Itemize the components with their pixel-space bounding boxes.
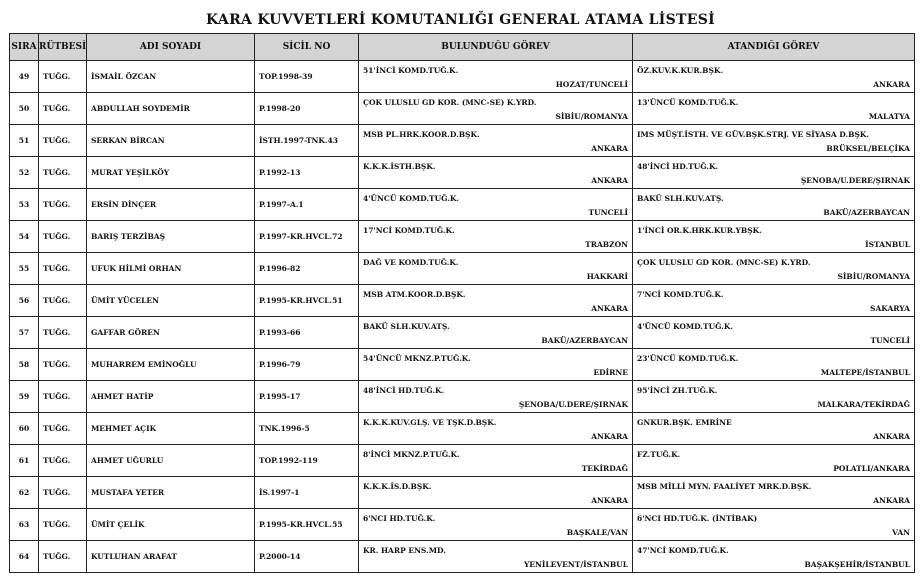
bulundugu-gorev-unit: MSB PL.HRK.KOOR.D.BŞK. <box>363 130 480 139</box>
atandigi-gorev-location: MALKARA/TEKİRDAĞ <box>817 400 910 409</box>
cell-bulundugu-gorev <box>359 221 633 253</box>
cell-atandigi-gorev <box>633 509 915 541</box>
cell-bulundugu-gorev <box>359 189 633 221</box>
cell-bulundugu-gorev <box>359 253 633 285</box>
cell-atandigi-gorev <box>633 253 915 285</box>
cell-atandigi-gorev <box>633 381 915 413</box>
bulundugu-gorev-location: YENİLEVENT/İSTANBUL <box>523 560 628 569</box>
cell-adi-soyadi: ERSİN DİNÇER <box>87 189 255 221</box>
bulundugu-gorev-location: ANKARA <box>591 176 628 185</box>
cell-sira: 49 <box>10 61 39 93</box>
table-row <box>10 349 915 381</box>
cell-sicil-no: P.1992-13 <box>255 157 359 189</box>
table-row <box>10 61 915 93</box>
cell-sira: 60 <box>10 413 39 445</box>
bulundugu-gorev-wrap <box>363 317 628 348</box>
atandigi-gorev-wrap <box>637 381 910 412</box>
bulundugu-gorev-wrap <box>363 477 628 508</box>
bulundugu-gorev-location: TRABZON <box>585 240 628 249</box>
cell-sira: 52 <box>10 157 39 189</box>
cell-adi-soyadi: ABDULLAH SOYDEMİR <box>87 93 255 125</box>
cell-sicil-no: P.2000-14 <box>255 541 359 573</box>
cell-adi-soyadi: BARIŞ TERZİBAŞ <box>87 221 255 253</box>
cell-bulundugu-gorev <box>359 477 633 509</box>
cell-sicil-no: P.1995-KR.HVCL.51 <box>255 285 359 317</box>
cell-sira: 50 <box>10 93 39 125</box>
cell-sicil-no: İSTH.1997-TNK.43 <box>255 125 359 157</box>
bulundugu-gorev-unit: 51'İNCİ KOMD.TUĞ.K. <box>363 66 459 75</box>
atandigi-gorev-location: BRÜKSEL/BELÇİKA <box>826 144 910 153</box>
atandigi-gorev-location: BAŞAKŞEHİR/İSTANBUL <box>804 560 910 569</box>
bulundugu-gorev-location: BAKÜ/AZERBAYCAN <box>541 336 628 345</box>
atandigi-gorev-wrap <box>637 221 910 252</box>
cell-rutbe: TUĞG. <box>39 317 87 349</box>
cell-sira: 57 <box>10 317 39 349</box>
bulundugu-gorev-unit: 4'ÜNCÜ KOMD.TUĞ.K. <box>363 194 460 203</box>
bulundugu-gorev-unit: 17'NCİ KOMD.TUĞ.K. <box>363 226 455 235</box>
atandigi-gorev-location: MALTEPE/İSTANBUL <box>820 368 910 377</box>
atandigi-gorev-wrap <box>637 477 910 508</box>
cell-bulundugu-gorev <box>359 541 633 573</box>
cell-adi-soyadi: AHMET UĞURLU <box>87 445 255 477</box>
cell-sicil-no: TOP.1998-39 <box>255 61 359 93</box>
cell-sira: 53 <box>10 189 39 221</box>
header-atandigi-gorev: ATANDIĞI GÖREV <box>633 34 915 61</box>
atandigi-gorev-wrap <box>637 349 910 380</box>
table-row <box>10 445 915 477</box>
cell-rutbe: TUĞG. <box>39 285 87 317</box>
cell-sira: 59 <box>10 381 39 413</box>
table-row <box>10 189 915 221</box>
cell-rutbe: TUĞG. <box>39 509 87 541</box>
cell-sira: 64 <box>10 541 39 573</box>
cell-rutbe: TUĞG. <box>39 125 87 157</box>
cell-rutbe: TUĞG. <box>39 93 87 125</box>
cell-adi-soyadi: UFUK HİLMİ ORHAN <box>87 253 255 285</box>
atandigi-gorev-location: SAKARYA <box>870 304 910 313</box>
document-title: KARA KUVVETLERİ KOMUTANLIĞI GENERAL ATAMA LİSTESİ <box>206 12 715 28</box>
atandigi-gorev-unit: GNKUR.BŞK. EMRİNE <box>637 418 732 427</box>
atandigi-gorev-location: SİBİU/ROMANYA <box>837 272 910 281</box>
bulundugu-gorev-unit: MSB ATM.KOOR.D.BŞK. <box>363 290 466 299</box>
bulundugu-gorev-wrap <box>363 413 628 444</box>
atandigi-gorev-unit: 13'ÜNCÜ KOMD.TUĞ.K. <box>637 98 739 107</box>
cell-bulundugu-gorev <box>359 445 633 477</box>
bulundugu-gorev-location: HOZAT/TUNCELİ <box>555 80 628 89</box>
table-row <box>10 157 915 189</box>
atandigi-gorev-location: BAKÜ/AZERBAYCAN <box>823 208 910 217</box>
atandigi-gorev-location: ŞENOBA/U.DERE/ŞIRNAK <box>800 176 910 185</box>
cell-adi-soyadi: MEHMET AÇIK <box>87 413 255 445</box>
atandigi-gorev-unit: ÖZ.KUV.K.KUR.BŞK. <box>637 66 724 75</box>
atandigi-gorev-unit: 1'İNCİ OR.K.HRK.KUR.YBŞK. <box>637 226 762 235</box>
bulundugu-gorev-location: ANKARA <box>591 144 628 153</box>
atandigi-gorev-wrap <box>637 93 910 124</box>
cell-sira: 62 <box>10 477 39 509</box>
cell-atandigi-gorev <box>633 285 915 317</box>
bulundugu-gorev-unit: BAKÜ SLH.KUV.ATŞ. <box>363 322 450 331</box>
table-row <box>10 541 915 573</box>
bulundugu-gorev-unit: 8'İNCİ MKNZ.P.TUĞ.K. <box>363 450 460 459</box>
table-row <box>10 125 915 157</box>
cell-adi-soyadi: SERKAN BİRCAN <box>87 125 255 157</box>
cell-bulundugu-gorev <box>359 157 633 189</box>
atandigi-gorev-wrap <box>637 157 910 188</box>
cell-atandigi-gorev <box>633 61 915 93</box>
cell-bulundugu-gorev <box>359 285 633 317</box>
bulundugu-gorev-unit: ÇOK ULUSLU GD KOR. (MNC-SE) K.YRD. <box>363 98 537 107</box>
bulundugu-gorev-location: SİBİU/ROMANYA <box>555 112 628 121</box>
table-row <box>10 381 915 413</box>
cell-sicil-no: İS.1997-1 <box>255 477 359 509</box>
atandigi-gorev-wrap <box>637 317 910 348</box>
cell-adi-soyadi: ÜMİT YÜCELEN <box>87 285 255 317</box>
bulundugu-gorev-unit: K.K.K.İS.D.BŞK. <box>363 482 432 491</box>
cell-bulundugu-gorev <box>359 317 633 349</box>
bulundugu-gorev-location: ŞENOBA/U.DERE/ŞIRNAK <box>518 400 628 409</box>
cell-sicil-no: P.1996-79 <box>255 349 359 381</box>
atandigi-gorev-wrap <box>637 253 910 284</box>
atandigi-gorev-unit: IMS MÜŞT.İSTH. VE GÜV.BŞK.STRJ. VE SİYASA D.BŞK. <box>637 130 869 139</box>
bulundugu-gorev-wrap <box>363 349 628 380</box>
cell-atandigi-gorev <box>633 189 915 221</box>
bulundugu-gorev-unit: 54'ÜNCÜ MKNZ.P.TUĞ.K. <box>363 354 471 363</box>
cell-sicil-no: P.1997-A.1 <box>255 189 359 221</box>
assignment-table <box>9 33 915 573</box>
bulundugu-gorev-wrap <box>363 157 628 188</box>
cell-rutbe: TUĞG. <box>39 381 87 413</box>
atandigi-gorev-wrap <box>637 413 910 444</box>
cell-atandigi-gorev <box>633 221 915 253</box>
atandigi-gorev-location: TUNCELİ <box>870 336 910 345</box>
bulundugu-gorev-wrap <box>363 253 628 284</box>
table-row <box>10 93 915 125</box>
cell-bulundugu-gorev <box>359 413 633 445</box>
cell-sicil-no: TOP.1992-119 <box>255 445 359 477</box>
bulundugu-gorev-unit: K.K.K.İSTH.BŞK. <box>363 162 436 171</box>
cell-atandigi-gorev <box>633 349 915 381</box>
atandigi-gorev-location: ANKARA <box>873 496 910 505</box>
atandigi-gorev-unit: 4'ÜNCÜ KOMD.TUĞ.K. <box>637 322 734 331</box>
atandigi-gorev-location: ANKARA <box>873 432 910 441</box>
cell-rutbe: TUĞG. <box>39 445 87 477</box>
header-adi-soyadi: ADI SOYADI <box>87 34 255 61</box>
cell-rutbe: TUĞG. <box>39 61 87 93</box>
cell-sicil-no: P.1993-66 <box>255 317 359 349</box>
atandigi-gorev-wrap <box>637 189 910 220</box>
bulundugu-gorev-location: TUNCELİ <box>588 208 628 217</box>
atandigi-gorev-unit: FZ.TUĞ.K. <box>637 450 681 459</box>
atandigi-gorev-wrap <box>637 541 910 572</box>
cell-rutbe: TUĞG. <box>39 541 87 573</box>
atandigi-gorev-wrap <box>637 445 910 476</box>
bulundugu-gorev-wrap <box>363 221 628 252</box>
atandigi-gorev-location: VAN <box>892 528 910 537</box>
cell-bulundugu-gorev <box>359 381 633 413</box>
atandigi-gorev-wrap <box>637 125 910 156</box>
cell-bulundugu-gorev <box>359 61 633 93</box>
atandigi-gorev-unit: ÇOK ULUSLU GD KOR. (MNC-SE) K.YRD. <box>637 258 811 267</box>
table-row <box>10 221 915 253</box>
table-row <box>10 285 915 317</box>
cell-sira: 58 <box>10 349 39 381</box>
cell-rutbe: TUĞG. <box>39 157 87 189</box>
atandigi-gorev-wrap <box>637 285 910 316</box>
cell-adi-soyadi: GAFFAR GÖREN <box>87 317 255 349</box>
bulundugu-gorev-wrap <box>363 445 628 476</box>
cell-bulundugu-gorev <box>359 125 633 157</box>
bulundugu-gorev-wrap <box>363 125 628 156</box>
cell-sicil-no: TNK.1996-5 <box>255 413 359 445</box>
bulundugu-gorev-location: TEKİRDAĞ <box>581 464 628 473</box>
cell-bulundugu-gorev <box>359 93 633 125</box>
cell-atandigi-gorev <box>633 157 915 189</box>
cell-bulundugu-gorev <box>359 349 633 381</box>
cell-rutbe: TUĞG. <box>39 413 87 445</box>
cell-adi-soyadi: MUSTAFA YETER <box>87 477 255 509</box>
bulundugu-gorev-unit: 6'NCI HD.TUĞ.K. <box>363 514 436 523</box>
bulundugu-gorev-wrap <box>363 285 628 316</box>
atandigi-gorev-unit: 47'NCİ KOMD.TUĞ.K. <box>637 546 729 555</box>
atandigi-gorev-location: MALATYA <box>868 112 910 121</box>
cell-atandigi-gorev <box>633 445 915 477</box>
atandigi-gorev-unit: BAKÜ SLH.KUV.ATŞ. <box>637 194 724 203</box>
header-sira: SIRA <box>10 34 39 61</box>
atandigi-gorev-unit: MSB MİLLİ MYN. FAALİYET MRK.D.BŞK. <box>637 482 812 491</box>
atandigi-gorev-unit: 48'İNCİ HD.TUĞ.K. <box>637 162 719 171</box>
atandigi-gorev-location: İSTANBUL <box>865 240 910 249</box>
table-header-row <box>10 34 915 61</box>
bulundugu-gorev-wrap <box>363 541 628 572</box>
table-row <box>10 413 915 445</box>
atandigi-gorev-location: POLATLI/ANKARA <box>833 464 910 473</box>
header-rutbe: RÜTBESİ <box>39 34 87 61</box>
table-row <box>10 253 915 285</box>
bulundugu-gorev-wrap <box>363 509 628 540</box>
atandigi-gorev-wrap <box>637 61 910 92</box>
atandigi-gorev-location: ANKARA <box>873 80 910 89</box>
cell-rutbe: TUĞG. <box>39 477 87 509</box>
cell-atandigi-gorev <box>633 413 915 445</box>
bulundugu-gorev-wrap <box>363 381 628 412</box>
cell-rutbe: TUĞG. <box>39 221 87 253</box>
bulundugu-gorev-location: ANKARA <box>591 304 628 313</box>
bulundugu-gorev-unit: KR. HARP ENS.MD. <box>363 546 446 555</box>
cell-sira: 54 <box>10 221 39 253</box>
cell-bulundugu-gorev <box>359 509 633 541</box>
cell-atandigi-gorev <box>633 93 915 125</box>
cell-adi-soyadi: ÜMİT ÇELİK <box>87 509 255 541</box>
bulundugu-gorev-location: HAKKARİ <box>586 272 628 281</box>
atandigi-gorev-unit: 95'İNCİ ZH.TUĞ.K. <box>637 386 718 395</box>
cell-sira: 55 <box>10 253 39 285</box>
table-row <box>10 317 915 349</box>
bulundugu-gorev-location: ANKARA <box>591 432 628 441</box>
cell-atandigi-gorev <box>633 317 915 349</box>
header-bulundugu-gorev: BULUNDUĞU GÖREV <box>359 34 633 61</box>
cell-adi-soyadi: AHMET HATİP <box>87 381 255 413</box>
cell-sira: 51 <box>10 125 39 157</box>
cell-atandigi-gorev <box>633 477 915 509</box>
atandigi-gorev-unit: 23'ÜNCÜ KOMD.TUĞ.K. <box>637 354 739 363</box>
bulundugu-gorev-wrap <box>363 189 628 220</box>
cell-adi-soyadi: KUTLUHAN ARAFAT <box>87 541 255 573</box>
cell-atandigi-gorev <box>633 125 915 157</box>
cell-sira: 61 <box>10 445 39 477</box>
table-row <box>10 477 915 509</box>
cell-rutbe: TUĞG. <box>39 349 87 381</box>
atandigi-gorev-unit: 7'NCİ KOMD.TUĞ.K. <box>637 290 724 299</box>
table-row <box>10 509 915 541</box>
bulundugu-gorev-unit: 48'İNCİ HD.TUĞ.K. <box>363 386 445 395</box>
header-sicil-no: SİCİL NO <box>255 34 359 61</box>
bulundugu-gorev-unit: DAĞ VE KOMD.TUĞ.K. <box>363 258 459 267</box>
bulundugu-gorev-wrap <box>363 93 628 124</box>
bulundugu-gorev-location: BAŞKALE/VAN <box>566 528 628 537</box>
cell-sira: 56 <box>10 285 39 317</box>
bulundugu-gorev-unit: K.K.K.KUV.GLŞ. VE TŞK.D.BŞK. <box>363 418 497 427</box>
cell-adi-soyadi: MUHARREM EMİNOĞLU <box>87 349 255 381</box>
cell-atandigi-gorev <box>633 541 915 573</box>
cell-adi-soyadi: MURAT YEŞİLKÖY <box>87 157 255 189</box>
cell-adi-soyadi: İSMAİL ÖZCAN <box>87 61 255 93</box>
cell-sicil-no: P.1995-17 <box>255 381 359 413</box>
cell-sicil-no: P.1996-82 <box>255 253 359 285</box>
cell-sicil-no: P.1998-20 <box>255 93 359 125</box>
cell-rutbe: TUĞG. <box>39 189 87 221</box>
atandigi-gorev-unit: 6'NCI HD.TUĞ.K. (İNTİBAK) <box>637 514 758 523</box>
cell-sira: 63 <box>10 509 39 541</box>
bulundugu-gorev-wrap <box>363 61 628 92</box>
cell-rutbe: TUĞG. <box>39 253 87 285</box>
bulundugu-gorev-location: ANKARA <box>591 496 628 505</box>
bulundugu-gorev-location: EDİRNE <box>593 368 628 377</box>
cell-sicil-no: P.1997-KR.HVCL.72 <box>255 221 359 253</box>
atandigi-gorev-wrap <box>637 509 910 540</box>
cell-sicil-no: P.1995-KR.HVCL.55 <box>255 509 359 541</box>
